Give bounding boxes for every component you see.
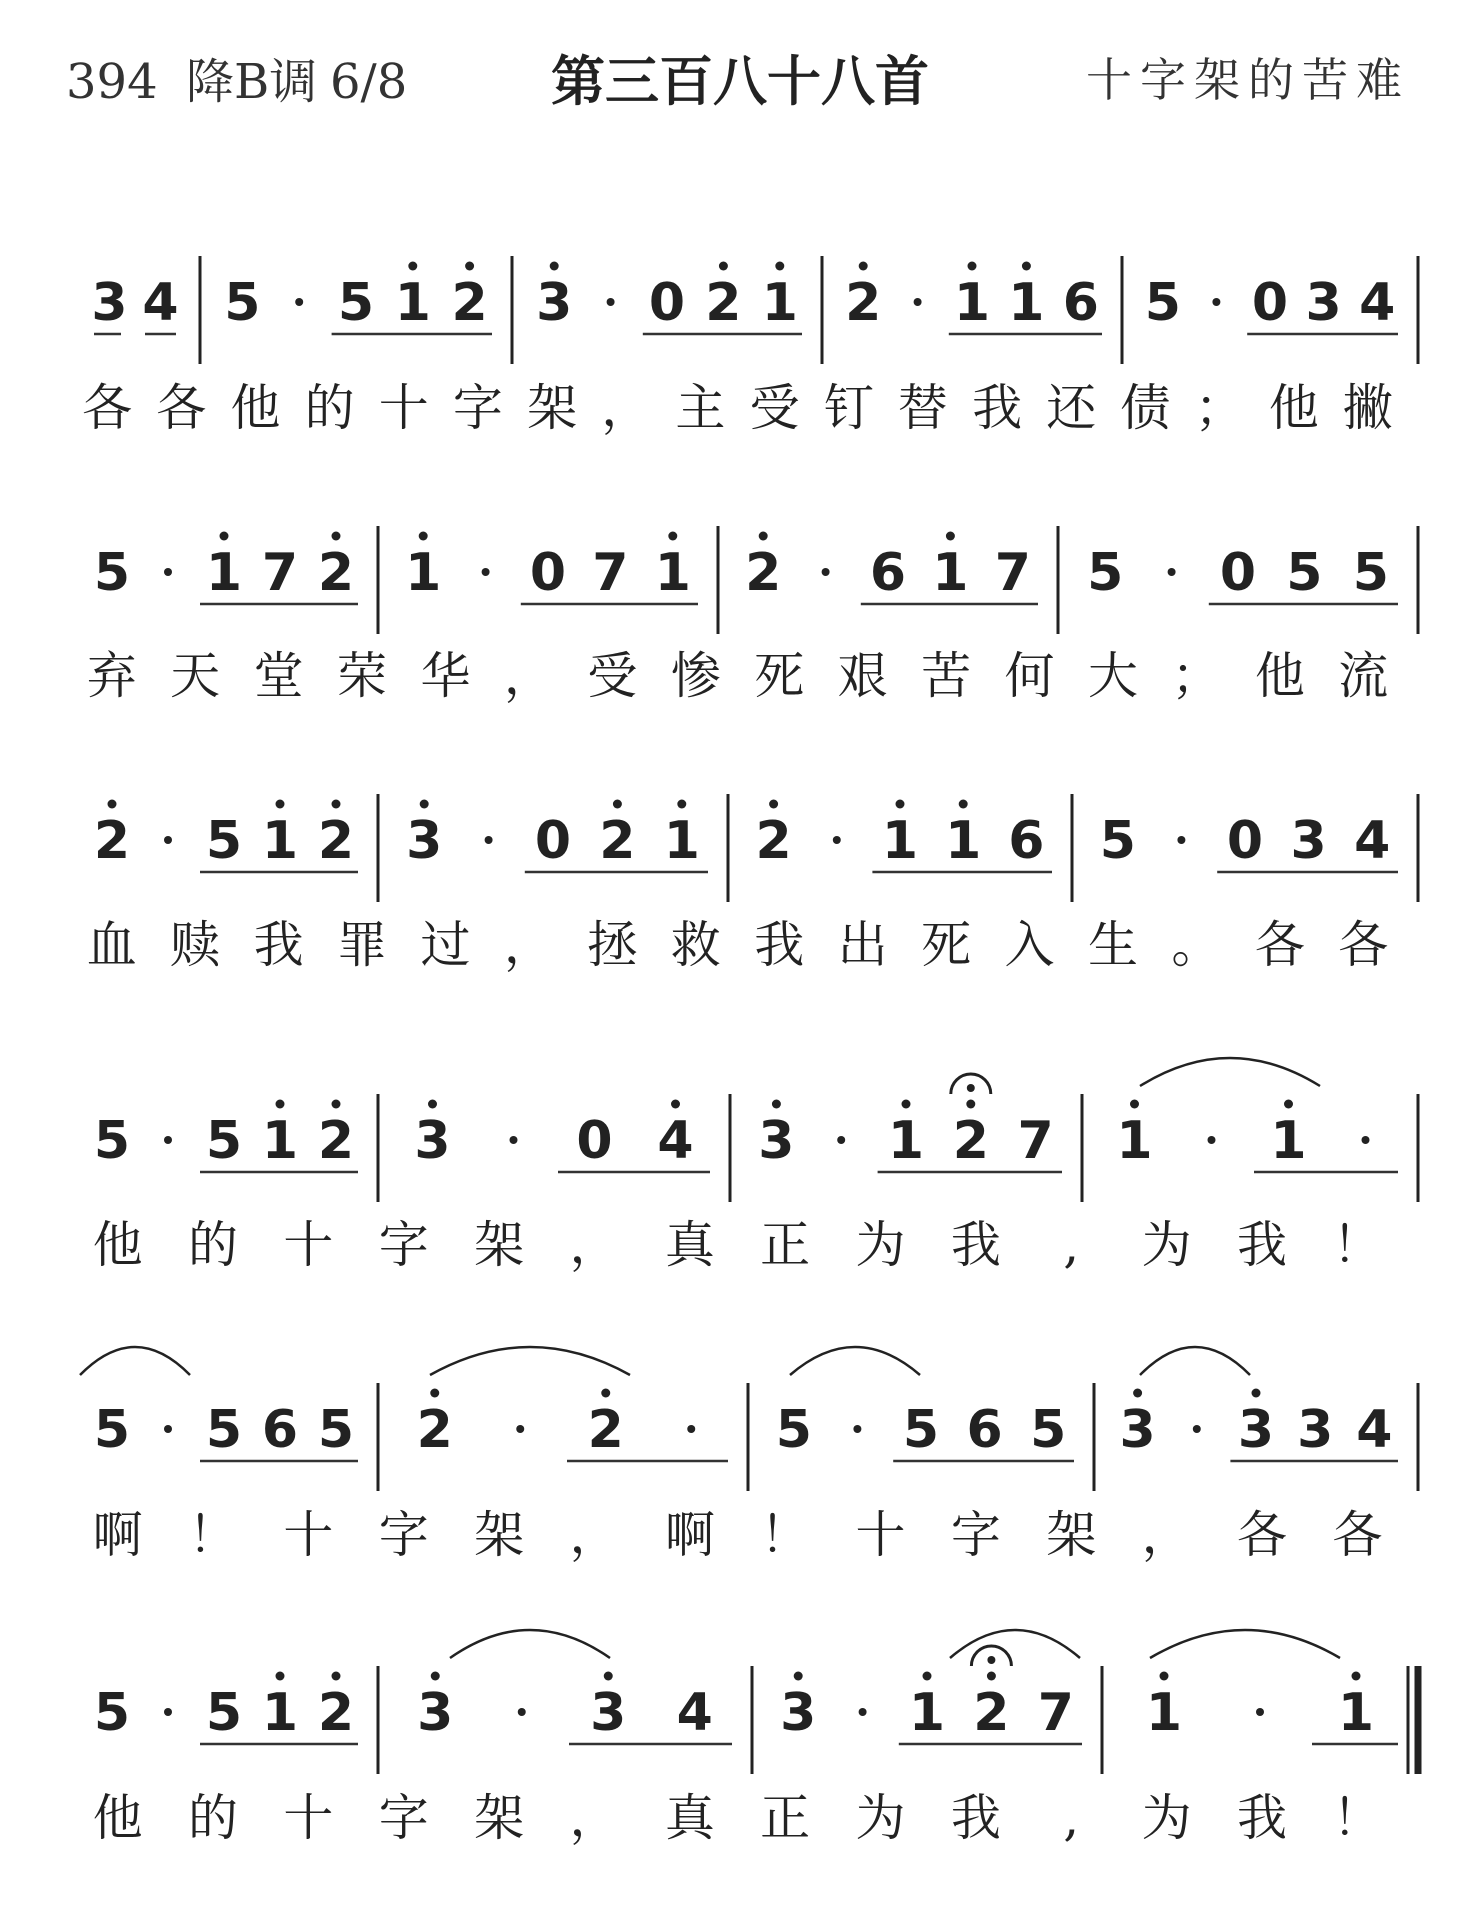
hymn-number: 394 <box>66 54 158 110</box>
score-body <box>80 256 1418 1847</box>
note-digit: 5 <box>1286 543 1323 603</box>
lyric-char: 的 <box>188 1216 239 1274</box>
lyric-char: 十 <box>283 1216 334 1274</box>
lyric-char: 我 <box>1236 1216 1287 1274</box>
note-digit: 1 <box>887 1111 925 1171</box>
note-digit: 5 <box>224 273 261 333</box>
lyric-char: ， <box>503 916 554 974</box>
lyric-char: 各 <box>82 379 133 437</box>
lyric-char: 受 <box>587 647 638 705</box>
note-digit: 7 <box>592 543 629 603</box>
augmentation-dot <box>164 1708 172 1716</box>
lyric-char: 出 <box>837 916 888 974</box>
note-digit: 6 <box>261 1400 299 1460</box>
note-digit: 2 <box>745 543 782 603</box>
octave-dot <box>419 532 428 541</box>
slur-arc <box>790 1347 920 1375</box>
lyric-char: 苦 <box>921 647 972 705</box>
octave-dot <box>794 1672 803 1681</box>
lyric-char: 架 <box>474 1789 525 1847</box>
time-signature: 6/8 <box>330 54 408 110</box>
note-digit: 5 <box>205 1683 243 1743</box>
lyric-char: 受 <box>749 379 800 437</box>
lyric-char: ！ <box>1332 1789 1383 1847</box>
note-digit: 4 <box>657 1111 694 1171</box>
lyric-char: 赎 <box>170 916 221 974</box>
octave-dot <box>671 1100 680 1109</box>
augmentation-dot <box>482 568 490 576</box>
note-digit: 2 <box>845 273 882 333</box>
note-digit: 4 <box>142 273 179 333</box>
octave-dot <box>966 1100 975 1109</box>
note-digit: 1 <box>261 811 299 871</box>
note-digit: 7 <box>1017 1111 1054 1171</box>
augmentation-dot <box>164 1425 172 1433</box>
note-digit: 6 <box>1008 811 1045 871</box>
lyric-char: 堂 <box>253 647 304 705</box>
note-digit: 5 <box>1099 811 1136 871</box>
note-digit: 2 <box>973 1683 1010 1743</box>
octave-dot <box>276 800 285 809</box>
octave-dot <box>332 800 341 809</box>
octave-dot <box>428 1100 437 1109</box>
note-digit: 4 <box>1359 273 1396 333</box>
note-digit: 3 <box>758 1111 795 1171</box>
octave-dot <box>968 262 977 271</box>
lyric-char: 艰 <box>837 647 888 705</box>
lyric-char: ， <box>601 379 652 437</box>
note-digit: 3 <box>536 273 573 333</box>
lyric-char: 债 <box>1120 379 1171 437</box>
note-digit: 1 <box>663 811 700 871</box>
note-digit: 5 <box>337 273 375 333</box>
lyric-char: 十 <box>283 1506 334 1564</box>
augmentation-dot <box>837 1136 845 1144</box>
note-digit: 2 <box>587 1400 624 1460</box>
octave-dot <box>1160 1672 1169 1681</box>
fermata-dot <box>967 1084 975 1092</box>
octave-dot <box>1252 1389 1261 1398</box>
note-digit: 2 <box>705 273 742 333</box>
note-digit: 5 <box>775 1400 812 1460</box>
augmentation-dot <box>1168 568 1176 576</box>
lyric-char: 拯 <box>587 916 638 974</box>
lyric-char: 我 <box>754 916 805 974</box>
note-digit: 1 <box>1337 1683 1375 1743</box>
note-digit: 5 <box>205 1400 243 1460</box>
lyric-char: 各 <box>156 379 207 437</box>
note-digit: 2 <box>599 811 636 871</box>
lyric-char: 各 <box>1254 916 1305 974</box>
slur-arc <box>80 1347 190 1375</box>
lyric-char: 我 <box>253 916 304 974</box>
note-digit: 7 <box>994 543 1031 603</box>
augmentation-dot <box>295 298 303 306</box>
augmentation-dot <box>510 1136 518 1144</box>
note-digit: 6 <box>869 543 907 603</box>
note-digit: 0 <box>1219 543 1257 603</box>
note-digit: 1 <box>654 543 691 603</box>
lyric-char: 架 <box>1046 1506 1097 1564</box>
octave-dot <box>769 800 778 809</box>
note-digit: 4 <box>1356 1400 1393 1460</box>
lyric-char: 天 <box>170 647 221 705</box>
slur-arc <box>1150 1630 1340 1658</box>
note-digit: 2 <box>416 1400 453 1460</box>
note-digit: 3 <box>414 1111 451 1171</box>
augmentation-dot <box>164 836 172 844</box>
note-digit: 1 <box>394 273 431 333</box>
note-digit: 3 <box>590 1683 627 1743</box>
octave-dot <box>465 262 474 271</box>
lyric-char: 救 <box>670 916 721 974</box>
lyric-char: 还 <box>1046 379 1097 437</box>
lyric-char: ； <box>1194 379 1245 437</box>
octave-dot <box>1284 1100 1293 1109</box>
note-digit: 0 <box>648 273 686 333</box>
note-digit: 2 <box>952 1111 989 1171</box>
note-digit: 7 <box>261 543 299 603</box>
octave-dot <box>430 1389 439 1398</box>
augmentation-dot <box>833 836 841 844</box>
augmentation-dot <box>1177 836 1185 844</box>
lyric-char: 啊 <box>664 1506 715 1564</box>
note-digit: 5 <box>93 1400 131 1460</box>
note-digit: 1 <box>1008 273 1045 333</box>
lyric-char: ！ <box>760 1506 811 1564</box>
lyric-char: , <box>1063 1789 1080 1847</box>
octave-dot <box>550 262 559 271</box>
octave-dot <box>923 1672 932 1681</box>
lyric-char: 啊 <box>92 1506 143 1564</box>
note-digit: 1 <box>1270 1111 1307 1171</box>
lyric-char: 他 <box>1254 647 1305 705</box>
note-digit: 3 <box>417 1683 454 1743</box>
note-digit: 3 <box>780 1683 817 1743</box>
lyric-char: 我 <box>950 1216 1001 1274</box>
note-digit: 3 <box>406 811 443 871</box>
note-digit: 1 <box>1116 1111 1153 1171</box>
augmentation-dot <box>1212 298 1220 306</box>
octave-dot <box>772 1100 781 1109</box>
octave-dot <box>902 1100 911 1109</box>
lyric-char: ； <box>1171 647 1222 705</box>
note-digit: 2 <box>317 543 355 603</box>
lyric-char: 十 <box>855 1506 906 1564</box>
lyric-char: 弃 <box>86 647 137 705</box>
lyric-char: 我 <box>950 1789 1001 1847</box>
lyric-char: 各 <box>1332 1506 1383 1564</box>
octave-dot <box>601 1389 610 1398</box>
octave-dot <box>668 532 677 541</box>
octave-dot <box>276 1672 285 1681</box>
key-signature: 降B调 <box>186 54 318 110</box>
lyric-char: 死 <box>921 916 972 974</box>
lyric-char: ！ <box>188 1506 239 1564</box>
note-digit: 5 <box>205 811 243 871</box>
lyric-char: 架 <box>474 1506 525 1564</box>
augmentation-dot <box>485 836 493 844</box>
lyric-char: 各 <box>1338 916 1389 974</box>
lyric-char: ， <box>569 1789 620 1847</box>
augmentation-dot <box>164 568 172 576</box>
lyric-char: 钉 <box>823 379 874 437</box>
lyric-char: 他 <box>92 1216 143 1274</box>
note-digit: 5 <box>205 1111 243 1171</box>
augmentation-dot <box>1193 1425 1201 1433</box>
octave-dot <box>332 532 341 541</box>
note-digit: 2 <box>451 273 488 333</box>
lyric-char: 正 <box>760 1789 811 1847</box>
lyric-char: 架 <box>474 1216 525 1274</box>
note-digit: 1 <box>953 273 991 333</box>
lyric-char: 华 <box>420 647 471 705</box>
lyric-char: 血 <box>86 916 137 974</box>
lyric-char: 为 <box>855 1216 906 1274</box>
lyric-char: 真 <box>664 1789 715 1847</box>
note-digit: 1 <box>261 1111 299 1171</box>
note-digit: 2 <box>317 811 355 871</box>
octave-dot <box>332 1672 341 1681</box>
note-digit: 1 <box>932 543 969 603</box>
note-digit: 5 <box>93 543 131 603</box>
octave-dot <box>859 262 868 271</box>
note-digit: 1 <box>881 811 919 871</box>
note-digit: 1 <box>761 273 798 333</box>
lyric-char: 为 <box>855 1789 906 1847</box>
lyric-char: 何 <box>1004 647 1055 705</box>
note-digit: 5 <box>1144 273 1181 333</box>
lyric-char: 的 <box>304 379 355 437</box>
lyric-char: 各 <box>1236 1506 1287 1564</box>
note-digit: 6 <box>1062 273 1099 333</box>
octave-dot <box>108 800 117 809</box>
lyric-char: 我 <box>972 379 1023 437</box>
octave-dot <box>332 1100 341 1109</box>
note-digit: 4 <box>676 1683 713 1743</box>
note-digit: 3 <box>91 273 128 333</box>
lyric-char: 荣 <box>337 647 388 705</box>
note-digit: 3 <box>1297 1400 1334 1460</box>
lyric-char: 大 <box>1087 647 1138 705</box>
octave-dot <box>896 800 905 809</box>
note-digit: 5 <box>1030 1400 1067 1460</box>
octave-dot <box>220 532 229 541</box>
lyric-char: 为 <box>1141 1789 1192 1847</box>
augmentation-dot <box>853 1425 861 1433</box>
octave-dot <box>408 262 417 271</box>
hymn-subtitle: 十字架的苦难 <box>1086 53 1410 107</box>
note-digit: 1 <box>1145 1683 1183 1743</box>
octave-dot <box>775 262 784 271</box>
octave-dot <box>1130 1100 1139 1109</box>
note-digit: 2 <box>317 1683 355 1743</box>
lyric-char: ， <box>1141 1506 1192 1564</box>
note-digit: 1 <box>945 811 982 871</box>
octave-dot <box>719 262 728 271</box>
slur-arc <box>950 1630 1080 1658</box>
note-digit: 2 <box>93 811 131 871</box>
lyric-char: 正 <box>760 1216 811 1274</box>
lyric-char: , <box>1063 1216 1080 1274</box>
octave-dot <box>613 800 622 809</box>
octave-dot <box>1352 1672 1361 1681</box>
note-digit: 0 <box>1251 273 1289 333</box>
augmentation-dot <box>516 1425 524 1433</box>
octave-dot <box>431 1672 440 1681</box>
augmentation-dot <box>859 1708 867 1716</box>
lyric-char: 我 <box>1236 1789 1287 1847</box>
augmentation-dot <box>518 1708 526 1716</box>
note-digit: 6 <box>966 1400 1003 1460</box>
slur-arc <box>1140 1058 1320 1086</box>
octave-dot <box>420 800 429 809</box>
lyric-char: 替 <box>897 379 948 437</box>
note-digit: 3 <box>1119 1400 1156 1460</box>
augmentation-dot <box>1256 1708 1264 1716</box>
note-digit: 3 <box>1290 811 1327 871</box>
lyric-char: ， <box>569 1216 620 1274</box>
lyric-char: 死 <box>754 647 805 705</box>
lyric-char: ， <box>503 647 554 705</box>
lyric-char: 的 <box>188 1789 239 1847</box>
augmentation-dot <box>914 298 922 306</box>
note-digit: 7 <box>1037 1683 1074 1743</box>
octave-dot <box>276 1100 285 1109</box>
lyric-char: 惨 <box>670 647 721 705</box>
note-digit: 5 <box>93 1683 131 1743</box>
lyric-char: 他 <box>230 379 281 437</box>
note-digit: 1 <box>261 1683 299 1743</box>
note-digit: 1 <box>205 543 243 603</box>
lyric-char: ， <box>569 1506 620 1564</box>
lyric-char: 生 <box>1087 916 1138 974</box>
octave-dot <box>1022 262 1031 271</box>
fermata-dot <box>987 1656 995 1664</box>
octave-dot <box>759 532 768 541</box>
lyric-char: 字 <box>378 1216 429 1274</box>
octave-dot <box>677 800 686 809</box>
slur-arc <box>450 1630 610 1658</box>
lyric-char: 过 <box>420 916 471 974</box>
lyric-char: 入 <box>1004 916 1055 974</box>
lyric-char: 真 <box>664 1216 715 1274</box>
note-digit: 5 <box>93 1111 131 1171</box>
lyric-char: ！ <box>1332 1216 1383 1274</box>
note-digit: 0 <box>534 811 572 871</box>
augmentation-dot <box>607 298 615 306</box>
lyric-char: 字 <box>378 1506 429 1564</box>
lyric-char: 字 <box>378 1789 429 1847</box>
note-digit: 2 <box>755 811 792 871</box>
slur-arc <box>1140 1347 1250 1375</box>
lyric-char: 他 <box>92 1789 143 1847</box>
note-digit: 0 <box>576 1111 613 1171</box>
slur-arc <box>430 1347 630 1375</box>
lyric-char: 撇 <box>1342 379 1393 437</box>
octave-dot <box>987 1672 996 1681</box>
lyric-char: 为 <box>1141 1216 1192 1274</box>
augmentation-dot <box>1208 1136 1216 1144</box>
note-digit: 3 <box>1237 1400 1275 1460</box>
lyric-char: 他 <box>1268 379 1319 437</box>
note-digit: 2 <box>317 1111 355 1171</box>
octave-dot <box>946 532 955 541</box>
lyric-char: 十 <box>283 1789 334 1847</box>
lyric-char: 主 <box>675 379 726 437</box>
lyric-char: 十 <box>378 379 429 437</box>
octave-dot <box>959 800 968 809</box>
note-digit: 5 <box>317 1400 355 1460</box>
note-digit: 0 <box>529 543 567 603</box>
augmentation-dot <box>164 1136 172 1144</box>
note-digit: 4 <box>1354 811 1391 871</box>
note-digit: 5 <box>1352 543 1389 603</box>
augmentation-dot <box>1362 1136 1370 1144</box>
note-digit: 5 <box>902 1400 940 1460</box>
octave-dot <box>604 1672 613 1681</box>
augmentation-dot <box>687 1425 695 1433</box>
lyric-char: 字 <box>950 1506 1001 1564</box>
lyric-char: 架 <box>527 379 578 437</box>
note-digit: 1 <box>908 1683 946 1743</box>
lyric-char: 。 <box>1171 916 1222 974</box>
lyric-char: 罪 <box>337 916 388 974</box>
lyric-char: 流 <box>1338 647 1389 705</box>
note-digit: 3 <box>1305 273 1342 333</box>
note-digit: 5 <box>1087 543 1124 603</box>
note-digit: 1 <box>405 543 442 603</box>
note-digit: 0 <box>1226 811 1264 871</box>
octave-dot <box>1133 1389 1142 1398</box>
augmentation-dot <box>822 568 830 576</box>
hymn-title: 第三百八十八首 <box>551 50 929 113</box>
lyric-char: 字 <box>452 379 503 437</box>
